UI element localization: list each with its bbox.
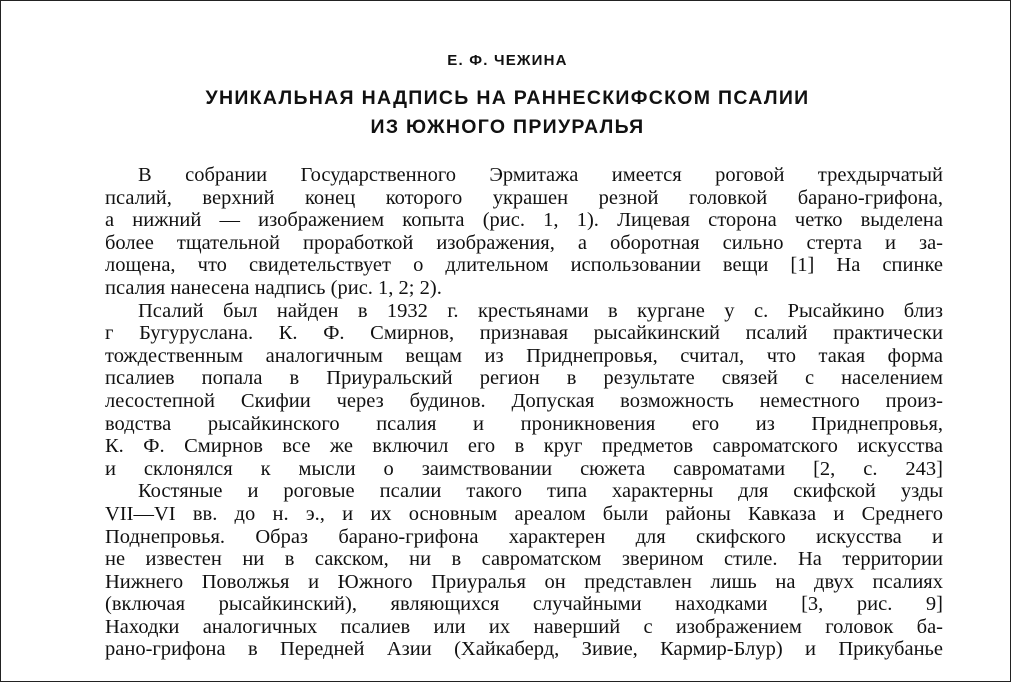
text-line: рано-грифона в Передней Азии (Хайкаберд, Зивие, Кармир-Блур) и Прикубанье bbox=[105, 638, 943, 661]
text-line: Поднепровья. Образ барано-грифона характерен для скифского искусства и bbox=[105, 525, 943, 548]
text-line: В собрании Государственного Эрмитажа имеется роговой трехдырчатый bbox=[138, 164, 943, 186]
title-line: УНИКАЛЬНАЯ НАДПИСЬ НА РАННЕСКИФСКОМ ПСАЛИИ bbox=[205, 87, 810, 109]
text-line: Псалий был найден в 1932 г. крестьянами в кургане у с. Рысайкино близ bbox=[138, 299, 943, 322]
text-line: тождественным аналогичным вещам из Приднепровья, считал, что такая форма bbox=[105, 344, 943, 367]
text-line: не известен ни в сакском, ни в савроматском зверином стиле. На территории bbox=[105, 548, 943, 571]
text-line: (включая рысайкинский), являющихся случайными находками [3, рис. 9] bbox=[105, 593, 943, 616]
text-line: лощена, что свидетельствует о длительном использовании вещи [1] На спинке bbox=[105, 254, 943, 277]
text-line: лесостепной Скифии через будинов. Допуская возможность неместного произ- bbox=[105, 389, 943, 412]
text-line: псалий, верхний конец которого украшен резной головкой барано-грифона, bbox=[105, 186, 943, 209]
text-line: псалиев попала в Приуральский регион в результате связей с населением bbox=[105, 367, 943, 390]
text-line: Костяные и роговые псалии такого типа характерны для скифской узды bbox=[138, 480, 943, 503]
text-line: К. Ф. Смирнов все же включил его в круг предметов савроматского искусства bbox=[105, 435, 943, 458]
text-line: псалия нанесена надпись (рис. 1, 2; 2). bbox=[105, 276, 442, 299]
article-title bbox=[1, 84, 1013, 142]
text-line: VII—VI вв. до н. э., и их основным ареалом были районы Кавказа и Среднего bbox=[105, 502, 943, 525]
title-line: ИЗ ЮЖНОГО ПРИУРАЛЬЯ bbox=[370, 116, 645, 138]
text-line: водства рысайкинского псалия и проникновения его из Приднепровья, bbox=[105, 412, 943, 435]
text-line: Находки аналогичных псалиев или их наверший с изображением головок ба- bbox=[105, 615, 943, 638]
text-line: более тщательной проработкой изображения, а оборотная сильно стерта и за- bbox=[105, 231, 943, 254]
text-line: г Бугуруслана. К. Ф. Смирнов, признавая рысайкинский псалий практически bbox=[105, 322, 943, 345]
author-name: Е. Ф. ЧЕЖИНА bbox=[447, 52, 568, 69]
text-line: и склонялся к мысли о заимствовании сюжета савроматами [2, с. 243] bbox=[105, 457, 943, 480]
text-line: Нижнего Поволжья и Южного Приуралья он представлен лишь на двух псалиях bbox=[105, 570, 943, 593]
text-line: а нижний — изображением копыта (рис. 1, 1). Лицевая сторона четко выделена bbox=[105, 209, 943, 232]
body-text bbox=[105, 164, 943, 661]
